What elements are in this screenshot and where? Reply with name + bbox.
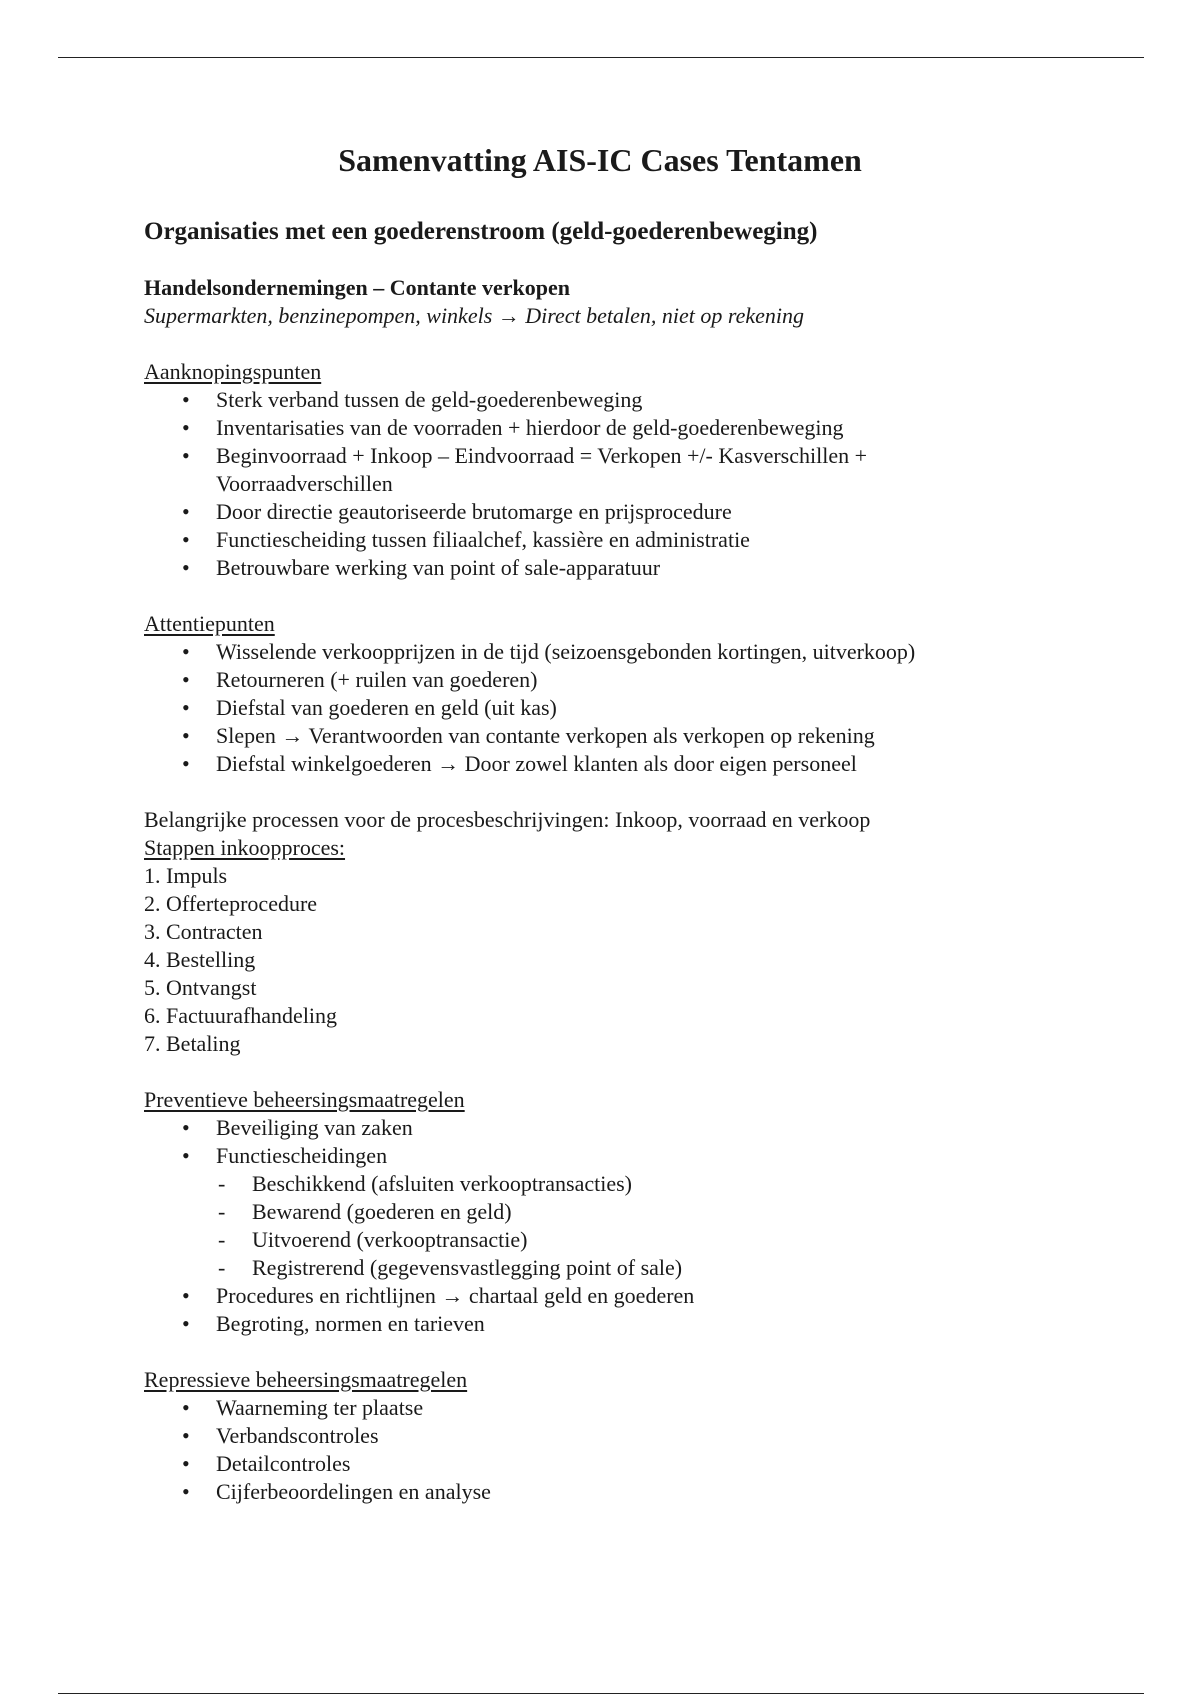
section-heading: Organisaties met een goederenstroom (geld-goederenbeweging) [144, 218, 818, 245]
list-item: 1. Impuls [144, 863, 228, 888]
processen-line: Belangrijke processen voor de procesbeschrijvingen: Inkoop, voorraad en verkoop [144, 807, 871, 832]
sub-heading: Handelsondernemingen – Contante verkopen [144, 275, 570, 300]
preventieve-list [144, 1114, 1144, 1170]
list-item: • Wisselende verkoopprijzen in de tijd (seizoensgebonden kortingen, uitverkoop) [144, 638, 1144, 666]
list-item: • Detailcontroles [144, 1450, 1144, 1478]
list-item: 3. Contracten [144, 919, 263, 944]
repressieve-heading: Repressieve beheersingsmaatregelen [144, 1367, 468, 1392]
list-item: • Procedures en richtlijnen → chartaal geld en goederen [144, 1282, 1144, 1310]
list-item: 7. Betaling [144, 1031, 241, 1056]
list-item: • Beveiliging van zaken [144, 1114, 1144, 1142]
sub-list-item: - Bewarend (goederen en geld) [144, 1198, 1144, 1226]
list-item: • Door directie geautoriseerde brutomarge en prijsprocedure [144, 498, 1144, 526]
list-item: • Diefstal van goederen en geld (uit kas) [144, 694, 1144, 722]
preventieve-list-continued [144, 1282, 1144, 1338]
document-title: Samenvatting AIS-IC Cases Tentamen [338, 142, 862, 178]
stappen-list [144, 862, 1144, 1058]
list-item: • Verbandscontroles [144, 1422, 1144, 1450]
sub-list-item: - Beschikkend (afsluiten verkooptransacties) [144, 1170, 1144, 1198]
repressieve-list [144, 1394, 1144, 1506]
list-item: • Beginvoorraad + Inkoop – Eindvoorraad = Verkopen +/- Kasverschillen + Voorraadverschillen [144, 442, 1144, 498]
subtitle-italic: Supermarkten, benzinepompen, winkels → Direct betalen, niet op rekening [144, 303, 805, 328]
list-item: • Waarneming ter plaatse [144, 1394, 1144, 1422]
list-item: • Functiescheidingen [144, 1142, 1144, 1170]
list-item: • Retourneren (+ ruilen van goederen) [144, 666, 1144, 694]
attentiepunten-heading: Attentiepunten [144, 611, 275, 636]
document-body [144, 140, 1144, 1506]
list-item: • Diefstal winkelgoederen → Door zowel klanten als door eigen personeel [144, 750, 1144, 778]
list-item: • Begroting, normen en tarieven [144, 1310, 1144, 1338]
aanknopingspunten-list [144, 386, 1144, 582]
list-item: 6. Factuurafhandeling [144, 1003, 338, 1028]
list-item: • Functiescheiding tussen filiaalchef, kassière en administratie [144, 526, 1144, 554]
list-item: 4. Bestelling [144, 947, 256, 972]
list-item: 2. Offerteprocedure [144, 891, 318, 916]
sub-list-item: - Registrerend (gegevensvastlegging point of sale) [144, 1254, 1144, 1282]
attentiepunten-list [144, 638, 1144, 778]
stappen-heading: Stappen inkoopproces: [144, 835, 346, 860]
aanknopingspunten-heading: Aanknopingspunten [144, 359, 322, 384]
top-rule [58, 57, 1144, 58]
sub-list-item: - Uitvoerend (verkooptransactie) [144, 1226, 1144, 1254]
list-item: • Inventarisaties van de voorraden + hierdoor de geld-goederenbeweging [144, 414, 1144, 442]
list-item: • Cijferbeoordelingen en analyse [144, 1478, 1144, 1506]
list-item: • Slepen → Verantwoorden van contante verkopen als verkopen op rekening [144, 722, 1144, 750]
functiescheidingen-sublist [144, 1170, 1144, 1282]
list-item: 5. Ontvangst [144, 975, 257, 1000]
list-item: • Sterk verband tussen de geld-goederenbeweging [144, 386, 1144, 414]
bottom-rule [58, 1693, 1144, 1694]
preventieve-heading: Preventieve beheersingsmaatregelen [144, 1087, 465, 1112]
list-item: • Betrouwbare werking van point of sale-apparatuur [144, 554, 1144, 582]
